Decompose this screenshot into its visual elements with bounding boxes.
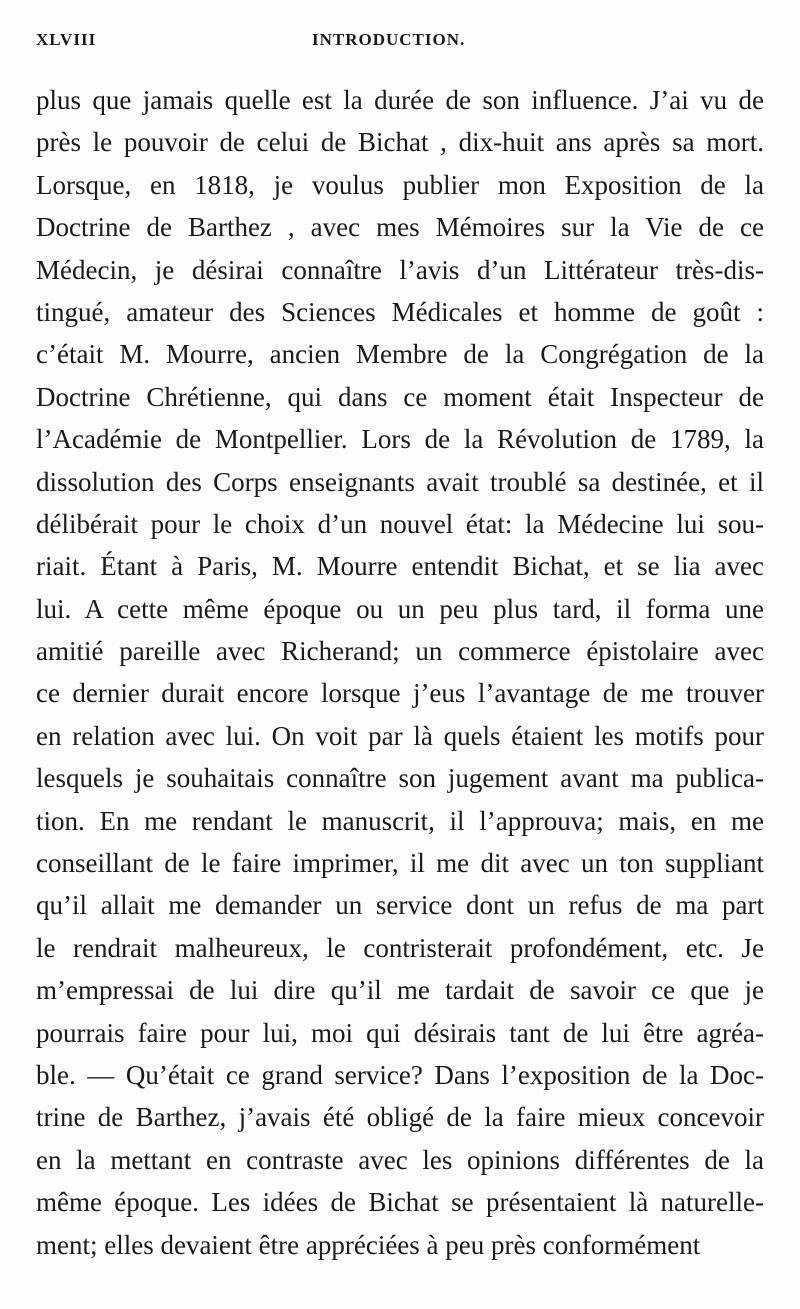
text-line: lui. A cette même époque ou un peu plus tard, il forma une	[36, 593, 764, 624]
text-line: lesquels je souhaitais connaître son jugement avant ma publica-	[36, 763, 764, 794]
text-line: conseillant de le faire imprimer, il me dit avec un ton suppliant	[36, 848, 764, 879]
text-line: c’était M. Mourre, ancien Membre de la Congrégation de la	[36, 339, 764, 370]
text-line: ce dernier durait encore lorsque j’eus l’avantage de me trouver	[36, 678, 764, 709]
text-line: en la mettant en contraste avec les opinions différentes de la	[36, 1144, 764, 1175]
text-line: amitié pareille avec Richerand; un commerce épistolaire avec	[36, 636, 764, 667]
text-line: ment; elles devaient être appréciées à peu près conformément	[36, 1229, 701, 1260]
text-line: qu’il allait me demander un service dont un refus de ma part	[36, 890, 764, 921]
text-line: riait. Étant à Paris, M. Mourre entendit Bichat, et se lia avec	[36, 551, 764, 582]
text-line: délibérait pour le choix d’un nouvel état: la Médecine lui sou-	[36, 508, 764, 539]
text-line: Doctrine Chrétienne, qui dans ce moment était Inspecteur de	[36, 381, 764, 412]
text-line: trine de Barthez, j’avais été obligé de la faire mieux concevoir	[36, 1102, 764, 1133]
text-line: plus que jamais quelle est la durée de son influence. J’ai vu de	[36, 85, 764, 115]
text-line: tingué, amateur des Sciences Médicales et homme de goût :	[36, 296, 764, 327]
page-header	[36, 30, 764, 58]
text-line: Doctrine de Barthez , avec mes Mémoires sur la Vie de ce	[36, 212, 764, 243]
text-line: Lorsque, en 1818, je voulus publier mon Exposition de la	[36, 169, 764, 200]
text-line: même époque. Les idées de Bichat se présentaient là naturelle-	[36, 1187, 764, 1218]
text-line: l’Académie de Montpellier. Lors de la Révolution de 1789, la	[36, 424, 764, 455]
text-line: dissolution des Corps enseignants avait troublé sa destinée, et il	[36, 466, 764, 497]
text-line: pourrais faire pour lui, moi qui désirais tant de lui être agréa-	[36, 1017, 764, 1048]
text-line: tion. En me rendant le manuscrit, il l’approuva; mais, en me	[36, 805, 764, 836]
page-number: XLVIII	[36, 30, 97, 49]
text-line: m’empressai de lui dire qu’il me tardait de savoir ce que je	[36, 975, 764, 1006]
text-line: en relation avec lui. On voit par là quels étaient les motifs pour	[36, 720, 764, 751]
text-line: ble. — Qu’était ce grand service? Dans l’exposition de la Doc-	[36, 1059, 764, 1090]
text-line: près le pouvoir de celui de Bichat , dix-huit ans après sa mort.	[36, 127, 764, 158]
text-line: Médecin, je désirai connaître l’avis d’un Littérateur très-dis-	[36, 254, 764, 285]
body-text	[36, 79, 764, 1266]
text-line: le rendrait malheureux, le contristerait profondément, etc. Je	[36, 932, 764, 963]
running-head: INTRODUCTION.	[312, 30, 466, 49]
